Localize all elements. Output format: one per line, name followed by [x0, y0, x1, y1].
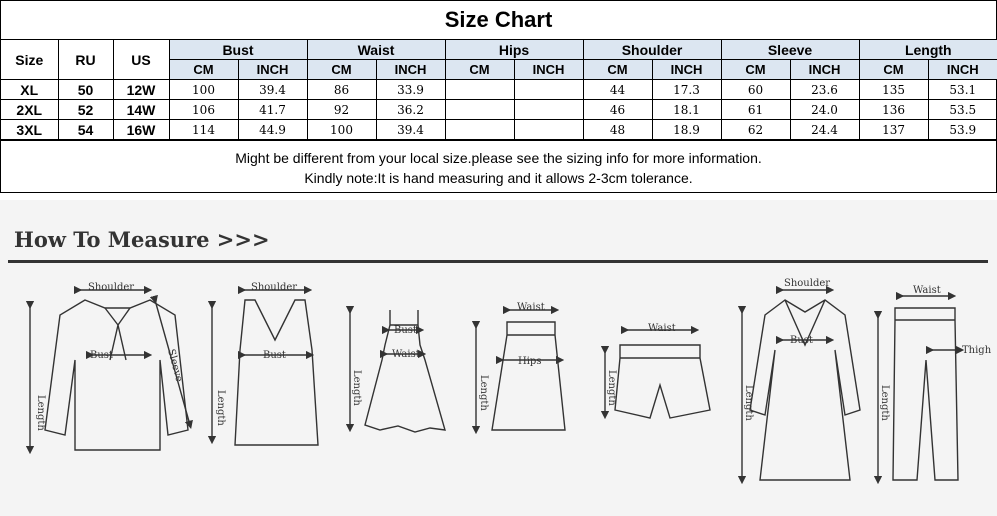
note-line-1: Might be different from your local size.please see the sizing info for more information.	[235, 150, 762, 166]
tank-bust-label: Bust	[263, 350, 286, 361]
unit-header-inch: INCH	[790, 60, 859, 80]
value-cell: 114	[169, 120, 238, 140]
header-sleeve: Sleeve	[721, 40, 859, 60]
table-row	[1, 120, 997, 140]
value-cell: 136	[859, 100, 928, 120]
value-cell: 44	[583, 80, 652, 100]
chart-title: Size Chart	[1, 1, 996, 40]
size-cell: XL	[1, 80, 58, 100]
unit-header-cm: CM	[169, 60, 238, 80]
table-body	[1, 80, 997, 140]
unit-header-inch: INCH	[238, 60, 307, 80]
value-cell	[514, 120, 583, 140]
header-bust: Bust	[169, 40, 307, 60]
skirt-figure	[476, 310, 565, 430]
blouse-sleeve-label: Sleeve	[165, 347, 185, 384]
value-cell: 46	[583, 100, 652, 120]
shorts-waist-label: Waist	[648, 323, 676, 334]
value-cell: 23.6	[790, 80, 859, 100]
size-cell: 3XL	[1, 120, 58, 140]
blouse-shoulder-label: Shoulder	[88, 282, 135, 293]
value-cell: 24.4	[790, 120, 859, 140]
value-cell: 53.9	[928, 120, 997, 140]
shorts-figure	[605, 330, 710, 418]
how-to-measure-section	[0, 200, 997, 516]
coat-figure	[742, 290, 860, 480]
ru-cell: 50	[58, 80, 113, 100]
value-cell: 100	[307, 120, 376, 140]
header-ru: RU	[58, 40, 113, 80]
header-hips: Hips	[445, 40, 583, 60]
skirt-hips-label: Hips	[518, 356, 542, 367]
value-cell: 17.3	[652, 80, 721, 100]
value-cell: 33.9	[376, 80, 445, 100]
value-cell: 106	[169, 100, 238, 120]
shorts-length-label: Length	[606, 370, 617, 406]
value-cell: 100	[169, 80, 238, 100]
value-cell: 24.0	[790, 100, 859, 120]
pants-waist-label: Waist	[913, 285, 941, 296]
coat-shoulder-label: Shoulder	[784, 278, 831, 289]
value-cell: 44.9	[238, 120, 307, 140]
value-cell: 61	[721, 100, 790, 120]
how-to-measure-title: How To Measure >>>	[14, 227, 270, 252]
dress-waist-label: Waist	[392, 349, 420, 360]
value-cell	[445, 100, 514, 120]
unit-header-cm: CM	[445, 60, 514, 80]
unit-header-cm: CM	[307, 60, 376, 80]
unit-header-inch: INCH	[652, 60, 721, 80]
us-cell: 14W	[113, 100, 169, 120]
us-cell: 16W	[113, 120, 169, 140]
value-cell: 53.5	[928, 100, 997, 120]
unit-header-cm: CM	[859, 60, 928, 80]
blouse-figure	[30, 290, 190, 450]
blouse-bust-label: Bust	[90, 350, 113, 361]
pants-thigh-label: Thigh	[962, 345, 992, 356]
value-cell	[514, 100, 583, 120]
pants-length-label: Length	[879, 385, 890, 421]
value-cell	[514, 80, 583, 100]
coat-bust-label: Bust	[790, 335, 813, 346]
garment-illustrations	[0, 200, 997, 516]
ru-cell: 52	[58, 100, 113, 120]
note-line-2: Kindly note:It is hand measuring and it allows 2-3cm tolerance.	[304, 170, 693, 186]
value-cell: 39.4	[238, 80, 307, 100]
value-cell	[445, 80, 514, 100]
unit-header-inch: INCH	[376, 60, 445, 80]
value-cell: 137	[859, 120, 928, 140]
value-cell: 18.9	[652, 120, 721, 140]
size-chart	[0, 0, 997, 193]
unit-header-inch: INCH	[928, 60, 997, 80]
value-cell	[445, 120, 514, 140]
dress-length-label: Length	[351, 370, 362, 406]
value-cell: 39.4	[376, 120, 445, 140]
skirt-length-label: Length	[478, 375, 489, 411]
tank-figure	[212, 290, 318, 445]
blouse-length-label: Length	[35, 395, 46, 431]
value-cell: 62	[721, 120, 790, 140]
tank-length-label: Length	[215, 390, 226, 426]
value-cell: 92	[307, 100, 376, 120]
ru-cell: 54	[58, 120, 113, 140]
tank-shoulder-label: Shoulder	[251, 282, 298, 293]
table-row	[1, 100, 997, 120]
coat-length-label: Length	[743, 385, 754, 421]
header-us: US	[113, 40, 169, 80]
value-cell: 86	[307, 80, 376, 100]
size-cell: 2XL	[1, 100, 58, 120]
value-cell: 48	[583, 120, 652, 140]
value-cell: 53.1	[928, 80, 997, 100]
notes	[1, 140, 996, 192]
value-cell: 60	[721, 80, 790, 100]
header-length: Length	[859, 40, 997, 60]
value-cell: 135	[859, 80, 928, 100]
size-table	[1, 40, 997, 140]
value-cell: 36.2	[376, 100, 445, 120]
header-size: Size	[1, 40, 58, 80]
value-cell: 41.7	[238, 100, 307, 120]
unit-header-cm: CM	[583, 60, 652, 80]
value-cell: 18.1	[652, 100, 721, 120]
unit-header-cm: CM	[721, 60, 790, 80]
us-cell: 12W	[113, 80, 169, 100]
unit-header-inch: INCH	[514, 60, 583, 80]
table-row	[1, 80, 997, 100]
skirt-waist-label: Waist	[517, 302, 545, 313]
header-waist: Waist	[307, 40, 445, 60]
header-shoulder: Shoulder	[583, 40, 721, 60]
dress-bust-label: Bust	[394, 325, 417, 336]
